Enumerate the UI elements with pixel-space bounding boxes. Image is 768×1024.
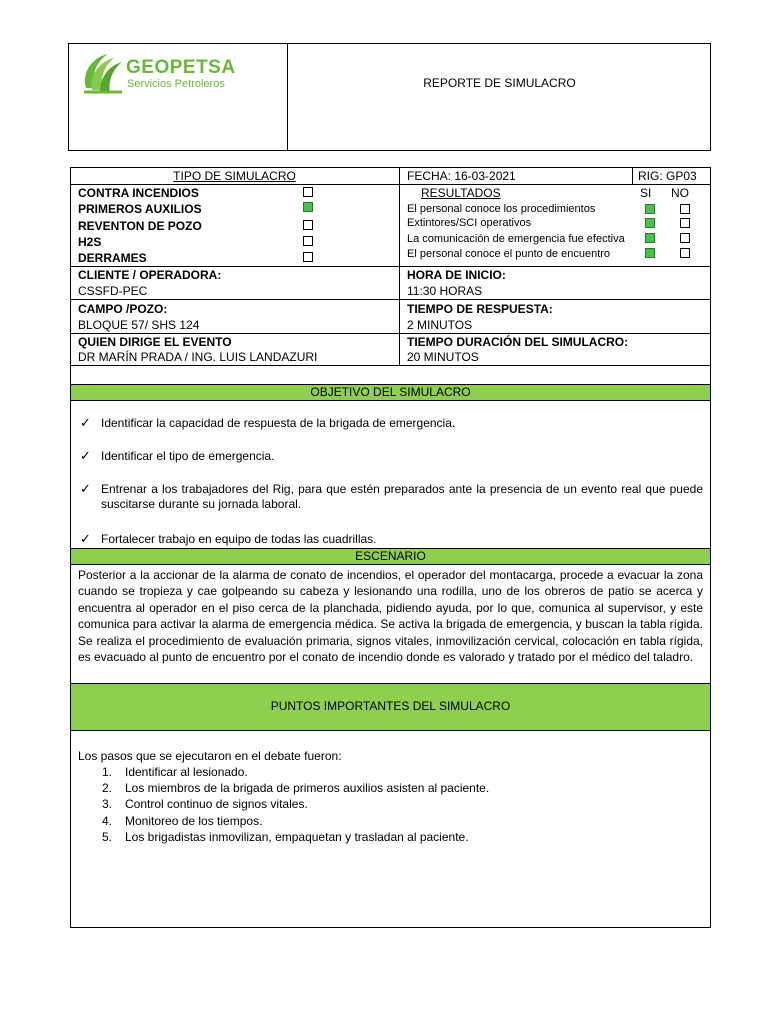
header-divider <box>287 43 288 151</box>
logo-name: GEOPETSA <box>126 57 236 78</box>
objetivo-item-3: Entrenar a los trabajadores del Rig, para que estén preparados ante la presencia de un evento real que puede suscitarse durante su jornada laboral. <box>101 482 703 511</box>
company-logo <box>78 48 238 98</box>
resultados-label: RESULTADOS <box>421 186 501 200</box>
resultado-comunicacion: La comunicación de emergencia fue efectiva <box>407 233 625 245</box>
objetivo-title: OBJETIVO DEL SIMULACRO <box>310 385 471 399</box>
report-title: REPORTE DE SIMULACRO <box>423 76 576 90</box>
resultado-2-si-checkbox[interactable] <box>645 218 655 228</box>
step-number: 1. <box>102 765 113 779</box>
tipo-primeros-auxilios-checkbox[interactable] <box>303 202 313 212</box>
respuesta-value: 2 MINUTOS <box>407 318 473 332</box>
tipo-reventon-checkbox[interactable] <box>303 220 313 230</box>
step-number: 4. <box>102 814 113 828</box>
step-text: Control continuo de signos vitales. <box>125 797 308 811</box>
logo-subtitle: Servicios Petroleros <box>127 78 225 90</box>
resultado-3-no-checkbox[interactable] <box>680 233 690 243</box>
resultado-extintores: Extintores/SCI operativos <box>407 217 532 229</box>
logo-swoosh-icon <box>78 48 128 98</box>
check-icon: ✓ <box>80 415 91 430</box>
hora-value: 11:30 HORAS <box>407 284 483 298</box>
check-icon: ✓ <box>80 481 91 496</box>
tipo-derrames: DERRAMES <box>78 251 147 265</box>
resultado-1-no-checkbox[interactable] <box>680 204 690 214</box>
resultado-4-si-checkbox[interactable] <box>645 248 655 258</box>
escenario-title: ESCENARIO <box>355 549 426 563</box>
puntos-title: PUNTOS IMPORTANTES DEL SIMULACRO <box>270 699 511 713</box>
step-text: Los miembros de la brigada de primeros auxilios asisten al paciente. <box>125 781 490 795</box>
step-text: Los brigadistas inmovilizan, empaquetan y trasladan al paciente. <box>125 830 469 844</box>
duracion-value: 20 MINUTOS <box>407 350 479 364</box>
tipo-label: TIPO DE SIMULACRO <box>173 169 296 183</box>
campo-label: CAMPO /POZO: <box>78 302 168 316</box>
respuesta-label: TIEMPO DE RESPUESTA: <box>407 302 553 316</box>
tipo-reventon-de-pozo: REVENTON DE POZO <box>78 219 202 233</box>
tipo-derrames-checkbox[interactable] <box>303 252 313 262</box>
tipo-primeros-auxilios: PRIMEROS AUXILIOS <box>78 202 202 216</box>
resultado-3-si-checkbox[interactable] <box>645 233 655 243</box>
dirige-label: QUIEN DIRIGE EL EVENTO <box>78 335 232 349</box>
escenario-text: Posterior a la accionar de la alarma de conato de incendios, el operador del montacarga, procede a evacuar la zona cuando se tropieza y cae golpeando su cabeza y lesionando una rodilla, uno de los obreros de patio se acerca y encuentra al operador en el piso cerca de la planchada, pidiendo ayuda, por lo que, comunica al supervisor, y este comunica para activar la alarma de emergencia médica. Se activa la brigada de emergencia, y buscan la tabla rígida. Se realiza el procedimiento de evaluación primaria, signos vitales, inmovilización cervical, colocación en tabla rígida, es evacuado al punto de encuentro por el conato de incendio donde es valorado y tratado por el médico del taladro. <box>78 568 703 665</box>
check-icon: ✓ <box>80 448 91 463</box>
no-label: NO <box>671 186 689 200</box>
resultado-procedimientos: El personal conoce los procedimientos <box>407 203 596 215</box>
step-text: Monitoreo de los tiempos. <box>125 814 263 828</box>
campo-value: BLOQUE 57/ SHS 124 <box>78 318 200 332</box>
dirige-value: DR MARÍN PRADA / ING. LUIS LANDAZURI <box>78 350 318 364</box>
objetivo-item-2: Identificar el tipo de emergencia. <box>101 449 275 463</box>
rig: RIG: GP03 <box>638 169 697 183</box>
step-number: 2. <box>102 781 113 795</box>
tipo-h2s: H2S <box>78 235 102 249</box>
objetivo-item-4: Fortalecer trabajo en equipo de todas las cuadrillas. <box>101 532 377 546</box>
tipo-h2s-checkbox[interactable] <box>303 236 313 246</box>
tipo-contra-incendios-checkbox[interactable] <box>303 187 313 197</box>
resultado-4-no-checkbox[interactable] <box>680 248 690 258</box>
puntos-intro: Los pasos que se ejecutaron en el debate fueron: <box>78 749 342 763</box>
duracion-label: TIEMPO DURACIÓN DEL SIMULACRO: <box>407 335 629 349</box>
step-number: 5. <box>102 830 113 844</box>
step-number: 3. <box>102 797 113 811</box>
step-text: Identificar al lesionado. <box>125 765 248 779</box>
si-label: SI <box>640 186 652 200</box>
fecha: FECHA: 16-03-2021 <box>407 169 516 183</box>
hora-label: HORA DE INICIO: <box>407 268 506 282</box>
resultado-1-si-checkbox[interactable] <box>645 204 655 214</box>
cliente-value: CSSFD-PEC <box>78 284 148 298</box>
tipo-contra-incendios: CONTRA INCENDIOS <box>78 186 199 200</box>
resultado-2-no-checkbox[interactable] <box>680 218 690 228</box>
objetivo-item-1: Identificar la capacidad de respuesta de la brigada de emergencia. <box>101 416 456 430</box>
check-icon: ✓ <box>80 531 91 546</box>
cliente-label: CLIENTE / OPERADORA: <box>78 268 222 282</box>
resultado-punto-encuentro: El personal conoce el punto de encuentro <box>407 248 611 260</box>
